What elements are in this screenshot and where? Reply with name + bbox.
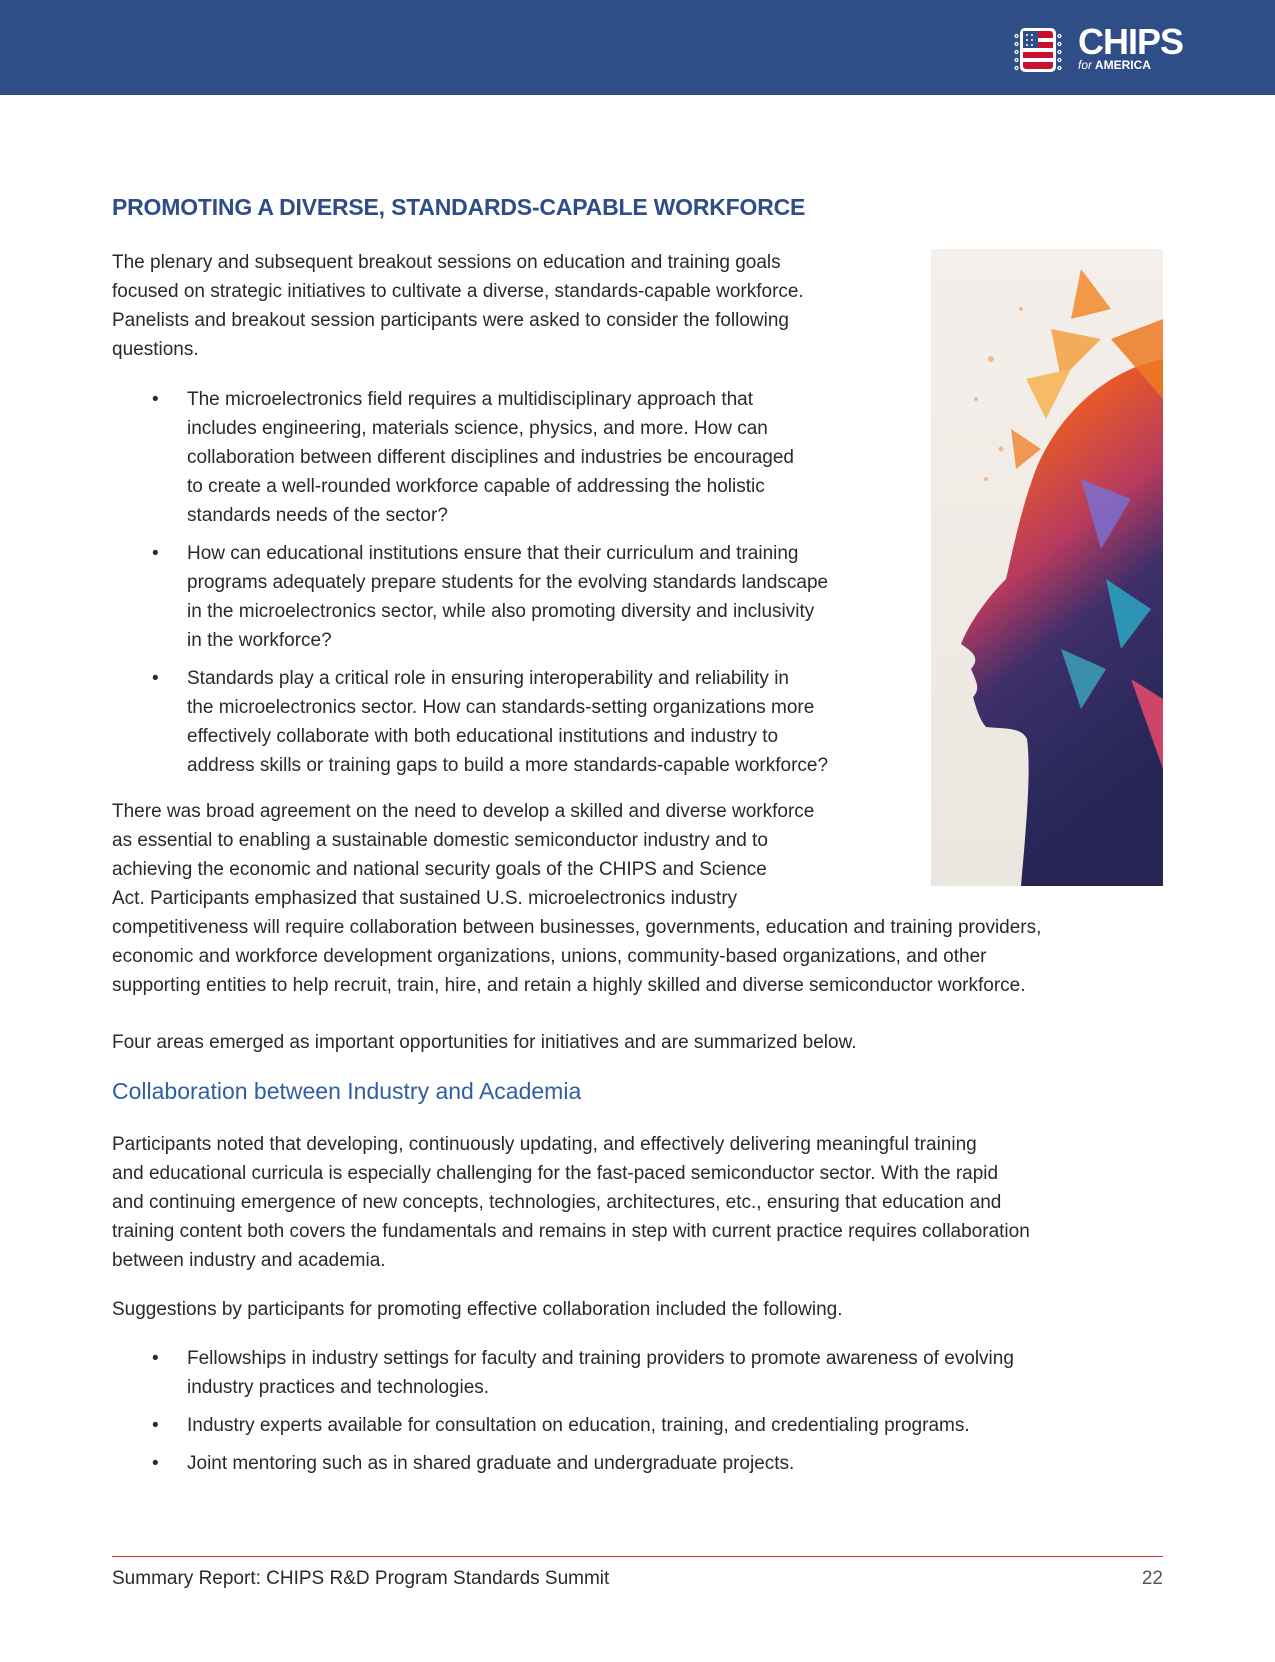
collaboration-line: training content both covers the fundamentals and remains in step with current practice requires collaboration	[112, 1221, 1030, 1242]
bullet-icon: •	[152, 1453, 159, 1474]
list-item-line: How can educational institutions ensure that their curriculum and training	[187, 543, 799, 564]
collaboration-line: and educational curricula is especially challenging for the fast-paced semiconductor sector. With the rapid	[112, 1163, 999, 1184]
intro-line: Panelists and breakout session participants were asked to consider the following	[112, 310, 789, 331]
suggestions-list	[112, 1344, 1014, 1487]
list-item-line: effectively collaborate with both educational institutions and industry to	[187, 726, 779, 747]
list-item-line: includes engineering, materials science, physics, and more. How can	[187, 418, 768, 439]
header-bar	[0, 0, 1275, 95]
intro-paragraph	[112, 248, 804, 364]
chips-for-america-logo	[1000, 21, 1184, 78]
list-item-line: in the microelectronics sector, while also promoting diversity and inclusivity	[187, 601, 815, 622]
agreement-line: achieving the economic and national security goals of the CHIPS and Science	[112, 859, 767, 880]
agreement-line: Act. Participants emphasized that sustained U.S. microelectronics industry	[112, 888, 738, 909]
collaboration-paragraph	[112, 1130, 1030, 1275]
collaboration-line: and continuing emergence of new concepts, technologies, architectures, etc., ensuring that education and	[112, 1192, 1002, 1213]
intro-line: The plenary and subsequent breakout sessions on education and training goals	[112, 252, 781, 273]
list-item-line: the microelectronics sector. How can standards-setting organizations more	[187, 697, 815, 718]
list-item-line: Fellowships in industry settings for faculty and training providers to promote awareness of evolving	[187, 1348, 1014, 1369]
collaboration-line: Participants noted that developing, continuously updating, and effectively delivering meaningful training	[112, 1134, 977, 1155]
agreement-line: economic and workforce development organizations, unions, community-based organizations, and other	[112, 946, 987, 967]
agreement-line: supporting entities to help recruit, train, hire, and retain a highly skilled and diverse semiconductor workforce.	[112, 975, 1026, 996]
bullet-icon: •	[152, 389, 159, 410]
agreement-paragraph	[112, 797, 1041, 1000]
footer-divider	[112, 1556, 1163, 1557]
questions-list	[112, 385, 828, 789]
flag-chip-icon	[1014, 26, 1062, 74]
page-number: 22	[1141, 1568, 1163, 1589]
section-title: PROMOTING A DIVERSE, STANDARDS-CAPABLE WORKFORCE	[112, 194, 806, 220]
collaboration-line: between industry and academia.	[112, 1250, 386, 1271]
list-item-line: standards needs of the sector?	[187, 505, 448, 526]
bullet-icon: •	[152, 668, 159, 689]
list-item-line: in the workforce?	[187, 630, 332, 651]
list-item	[112, 664, 828, 780]
list-item	[112, 1411, 1014, 1440]
suggestions-intro: Suggestions by participants for promoting effective collaboration included the following.	[112, 1299, 843, 1320]
footer-report-title: Summary Report: CHIPS R&D Program Standards Summit	[112, 1568, 610, 1589]
list-item-line: industry practices and technologies.	[187, 1377, 490, 1398]
list-item-line: The microelectronics field requires a multidisciplinary approach that	[187, 389, 754, 410]
list-item-line: Joint mentoring such as in shared graduate and undergraduate projects.	[187, 1453, 795, 1474]
intro-line: focused on strategic initiatives to cultivate a diverse, standards-capable workforce.	[112, 281, 804, 302]
list-item	[112, 1344, 1014, 1402]
logo-tagline-prefix: for	[1078, 58, 1093, 72]
bullet-icon: •	[152, 1348, 159, 1369]
list-item	[112, 385, 828, 530]
logo-tagline	[1078, 58, 1151, 72]
list-item-line: address skills or training gaps to build a more standards-capable workforce?	[187, 755, 829, 776]
list-item-line: collaboration between different disciplines and industries be encouraged	[187, 447, 794, 468]
head-silhouette-illustration	[931, 249, 1163, 886]
agreement-line: There was broad agreement on the need to develop a skilled and diverse workforce	[112, 801, 815, 822]
subsection-title: Collaboration between Industry and Academia	[112, 1078, 582, 1104]
agreement-line: competitiveness will require collaboration between businesses, governments, education and training providers,	[112, 917, 1042, 938]
list-item	[112, 1449, 1014, 1478]
logo-wordmark: CHIPS	[1078, 21, 1184, 62]
list-item-line: Standards play a critical role in ensuring interoperability and reliability in	[187, 668, 789, 689]
list-item	[112, 539, 828, 655]
bullet-icon: •	[152, 1415, 159, 1436]
logo-tagline-main: AMERICA	[1094, 58, 1151, 72]
four-areas-paragraph: Four areas emerged as important opportunities for initiatives and are summarized below.	[112, 1032, 857, 1053]
list-item-line: programs adequately prepare students for the evolving standards landscape	[187, 572, 829, 593]
intro-line: questions.	[112, 339, 199, 360]
list-item-line: Industry experts available for consultation on education, training, and credentialing programs.	[187, 1415, 970, 1436]
agreement-line: as essential to enabling a sustainable domestic semiconductor industry and to	[112, 830, 768, 851]
list-item-line: to create a well-rounded workforce capable of addressing the holistic	[187, 476, 765, 497]
bullet-icon: •	[152, 543, 159, 564]
